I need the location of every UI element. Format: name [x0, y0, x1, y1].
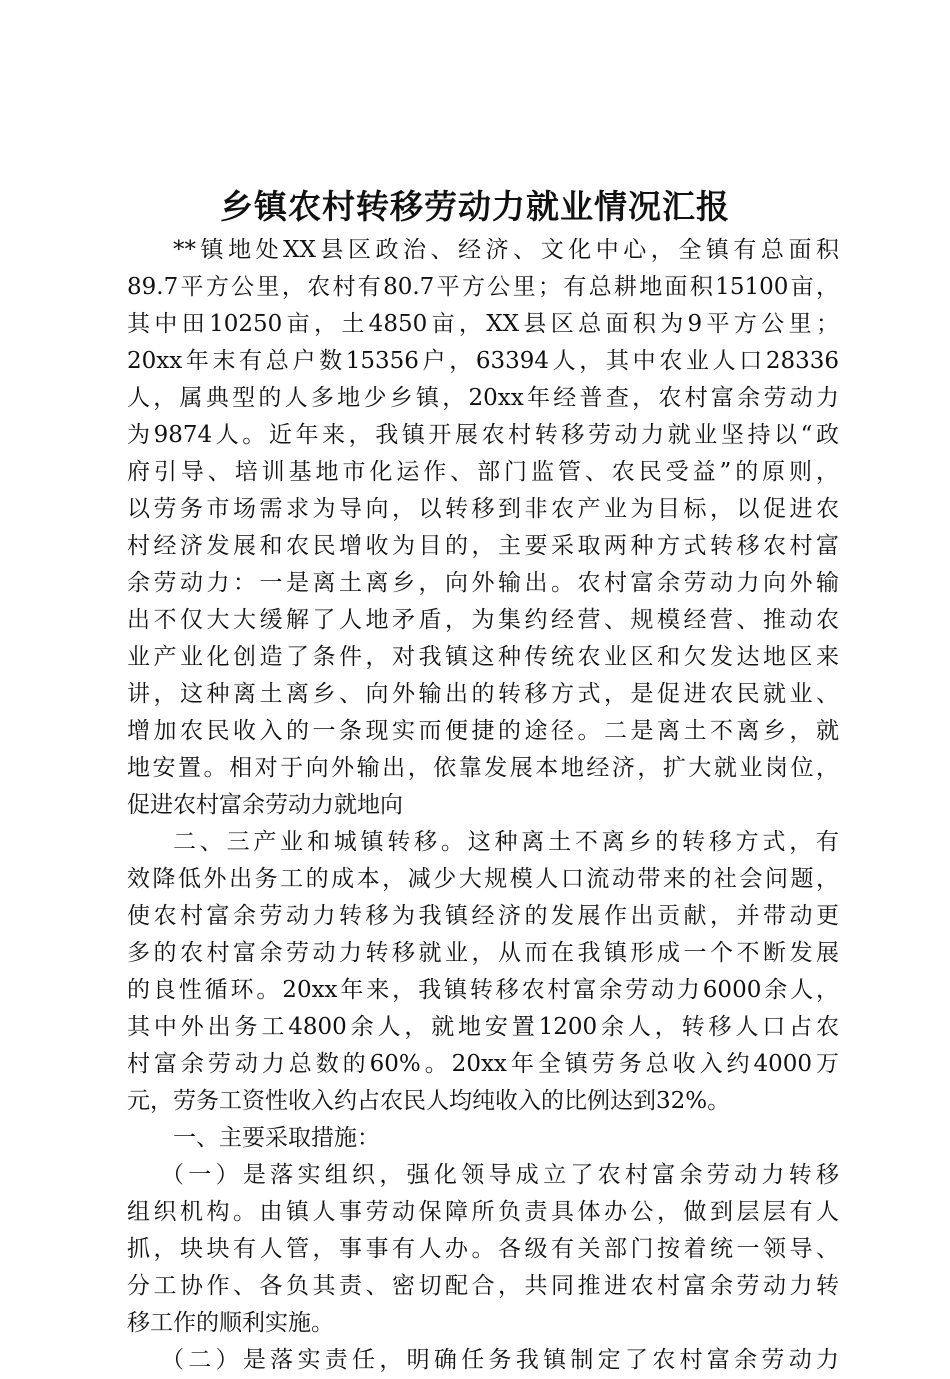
- text-line: 讲，这种离土离乡、向外输出的转移方式，是促进农民就业、: [127, 681, 839, 707]
- text-line: 效降低外出务工的成本，减少大规模人口流动带来的社会问题，: [127, 866, 839, 892]
- text-line: 20xx年末有总户数15356户，63394人，其中农业人口28336: [127, 348, 839, 374]
- text-line: （一）是落实组织，强化领导成立了农村富余劳动力转移: [161, 1162, 839, 1188]
- text-line: 村富余劳动力总数的60%。20xx年全镇劳务总收入约4000万: [127, 1051, 839, 1077]
- document-title: 乡镇农村转移劳动力就业情况汇报: [220, 187, 730, 226]
- document-body: [127, 232, 839, 1379]
- text-line: 的良性循环。20xx年来，我镇转移农村富余劳动力6000余人，: [127, 977, 839, 1003]
- text-line: 多的农村富余劳动力转移就业，从而在我镇形成一个不断发展: [127, 940, 839, 966]
- text-line: 以劳务市场需求为导向，以转移到非农产业为目标，以促进农: [127, 496, 839, 522]
- text-line: 业产业化创造了条件，对我镇这种传统农业区和欠发达地区来: [127, 644, 839, 670]
- text-line: （二）是落实责任，明确任务我镇制定了农村富余劳动力: [161, 1347, 839, 1373]
- section-heading: 一、主要采取措施：: [173, 1125, 380, 1151]
- text-line: 增加农民收入的一条现实而便捷的途径。二是离土不离乡，就: [127, 718, 839, 744]
- text-line: 组织机构。由镇人事劳动保障所负责具体办公，做到层层有人: [127, 1199, 839, 1225]
- text-line: **镇地处XX县区政治、经济、文化中心，全镇有总面积: [173, 237, 839, 263]
- text-line: 余劳动力：一是离土离乡，向外输出。农村富余劳动力向外输: [127, 570, 839, 596]
- text-line: 移工作的顺利实施。: [127, 1310, 334, 1336]
- text-line: 其中外出务工4800余人，就地安置1200余人，转移人口占农: [127, 1014, 839, 1040]
- text-line: 为9874人。近年来，我镇开展农村转移劳动力就业坚持以“政: [127, 422, 839, 448]
- text-line: 抓，块块有人管，事事有人办。各级有关部门按着统一领导、: [127, 1236, 839, 1262]
- text-line: 二、三产业和城镇转移。这种离土不离乡的转移方式，有: [173, 829, 839, 855]
- text-line: 89.7平方公里，农村有80.7平方公里；有总耕地面积15100亩，: [127, 274, 839, 300]
- text-line: 府引导、培训基地市化运作、部门监管、农民受益”的原则，: [127, 459, 839, 485]
- text-line: 地安置。相对于向外输出，依靠发展本地经济，扩大就业岗位，: [127, 755, 839, 781]
- text-line: 分工协作、各负其责、密切配合，共同推进农村富余劳动力转: [127, 1273, 839, 1299]
- text-line: 元，劳务工资性收入约占农民人均纯收入的比例达到32%。: [127, 1088, 731, 1114]
- text-line: 出不仅大大缓解了人地矛盾，为集约经营、规模经营、推动农: [127, 607, 839, 633]
- text-line: 人，属典型的人多地少乡镇，20xx年经普查，农村富余劳动力: [127, 385, 839, 411]
- text-line: 使农村富余劳动力转移为我镇经济的发展作出贡献，并带动更: [127, 903, 839, 929]
- text-line: 村经济发展和农民增收为目的，主要采取两种方式转移农村富: [127, 533, 839, 559]
- text-line: 促进农村富余劳动力就地向: [127, 792, 403, 818]
- text-line: 其中田10250亩，土4850亩，XX县区总面积为9平方公里；: [127, 311, 839, 337]
